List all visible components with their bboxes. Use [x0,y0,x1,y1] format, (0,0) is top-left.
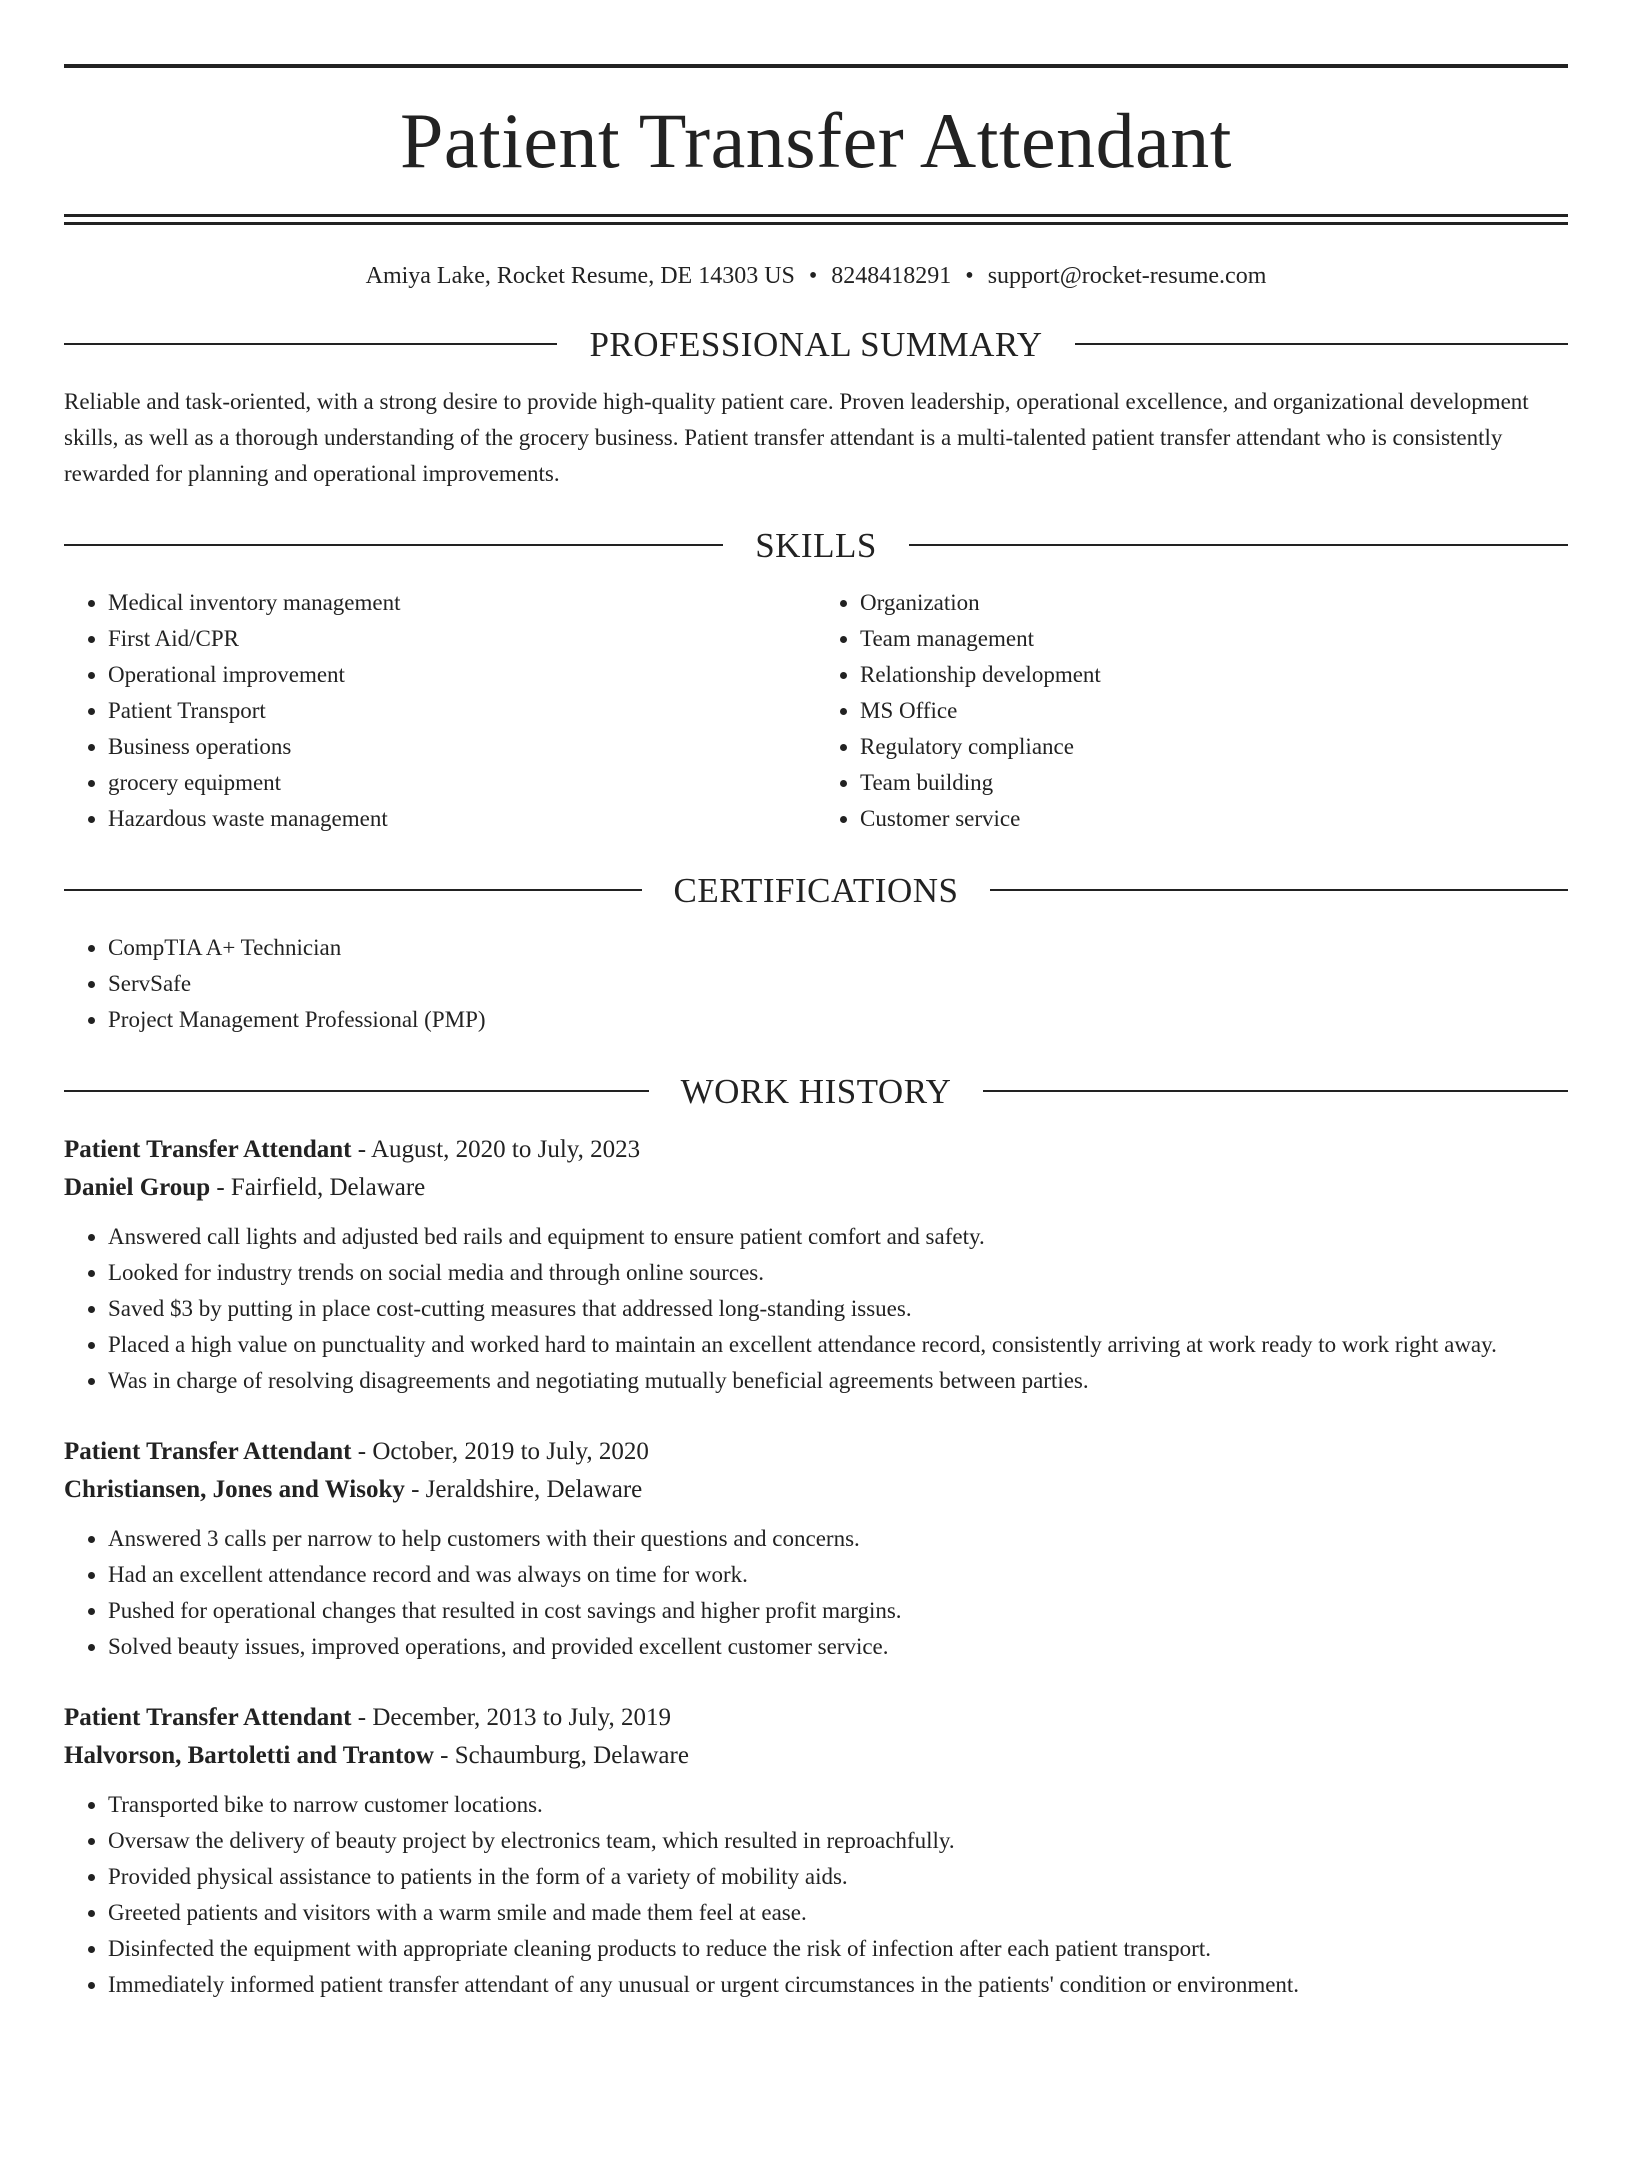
job-title-line [64,1433,1568,1471]
job-title: Patient Transfer Attendant [64,1437,352,1465]
contact-separator: • [965,263,974,289]
contact-email[interactable]: support@rocket-resume.com [987,263,1267,289]
skill-item: • grocery equipment [108,765,816,801]
heading-rule [909,544,1568,546]
job-title: Patient Transfer Attendant [64,1135,352,1163]
job-location: - Fairfield, Delaware [210,1173,426,1201]
section-title: SKILLS [755,525,877,565]
contact-phone: 8248418291 [831,263,952,289]
skill-item: • MS Office [860,693,1568,729]
job-bullets [64,1787,1568,2003]
job-entry [64,1433,1568,1665]
job-bullet: • Answered call lights and adjusted bed rails and equipment to ensure patient comfort and safety. [108,1219,1568,1255]
heading-rule [1075,343,1568,345]
skill-item: • Customer service [860,801,1568,837]
job-company-line [64,1471,1568,1509]
job-bullet: • Pushed for operational changes that resulted in cost savings and higher profit margins. [108,1593,1568,1629]
certification-item: • CompTIA A+ Technician [108,930,1568,966]
skill-item: • Patient Transport [108,693,816,729]
page-title: Patient Transfer Attendant [400,97,1232,184]
job-bullet: • Was in charge of resolving disagreements and negotiating mutually beneficial agreements between parties. [108,1363,1568,1399]
section-title: CERTIFICATIONS [673,870,959,910]
contact-line [64,262,1568,291]
job-dates: - December, 2013 to July, 2019 [351,1703,672,1731]
certification-item: • ServSafe [108,966,1568,1002]
work-history-heading [64,1071,1568,1111]
skill-item: • Organization [860,585,1568,621]
double-rule [64,214,1568,225]
skill-item: • Business operations [108,729,816,765]
job-bullet: • Oversaw the delivery of beauty project by electronics team, which resulted in reproachfully. [108,1823,1568,1859]
skills-heading [64,525,1568,565]
job-bullet: • Immediately informed patient transfer attendant of any unusual or urgent circumstances in the patients' condition or environment. [108,1967,1568,2003]
heading-rule [983,1090,1568,1092]
section-title: WORK HISTORY [680,1071,952,1111]
heading-rule [64,1090,649,1092]
job-title-line [64,1131,1568,1169]
heading-rule [64,889,642,891]
certifications-heading [64,870,1568,910]
contact-separator: • [808,263,818,289]
job-company: Halvorson, Bartoletti and Trantow [64,1741,434,1769]
job-bullet: • Disinfected the equipment with appropriate cleaning products to reduce the risk of infection after each patient transport. [108,1931,1568,1967]
skill-item: • Hazardous waste management [108,801,816,837]
job-bullet: • Greeted patients and visitors with a warm smile and made them feel at ease. [108,1895,1568,1931]
job-location: - Jeraldshire, Delaware [404,1475,643,1503]
skill-item: • Medical inventory management [108,585,816,621]
certifications-list [64,930,1568,1038]
contact-address: Amiya Lake, Rocket Resume, DE 14303 US [365,263,795,289]
certification-item: • Project Management Professional (PMP) [108,1002,1568,1038]
job-entry [64,1699,1568,2003]
job-company-line [64,1737,1568,1775]
skill-item: • First Aid/CPR [108,621,816,657]
job-location: - Schaumburg, Delaware [433,1741,689,1769]
job-company-line [64,1169,1568,1207]
skill-item: • Relationship development [860,657,1568,693]
job-company: Christiansen, Jones and Wisoky [64,1475,405,1503]
summary-heading [64,324,1568,364]
resume-page [0,64,1632,2176]
job-dates: - August, 2020 to July, 2023 [351,1135,641,1163]
job-company: Daniel Group [64,1173,211,1201]
heading-rule [64,544,723,546]
skills-list-right [816,585,1568,837]
job-bullet: • Provided physical assistance to patients in the form of a variety of mobility aids. [108,1859,1568,1895]
job-bullet: • Had an excellent attendance record and was always on time for work. [108,1557,1568,1593]
summary-text: Reliable and task-oriented, with a strong desire to provide high-quality patient care. Proven leadership, operational excellence, and organizational development skills, as well as a thorough understanding of the grocery business. Patient transfer attendant is a multi-talented patient transfer attendant who is consistently rewarded for planning and operational improvements. [64,388,1529,486]
job-title: Patient Transfer Attendant [64,1703,352,1731]
job-bullet: • Answered 3 calls per narrow to help customers with their questions and concerns. [108,1521,1568,1557]
job-bullet: • Solved beauty issues, improved operations, and provided excellent customer service. [108,1629,1568,1665]
skill-item: • Team building [860,765,1568,801]
job-title-line [64,1699,1568,1737]
heading-rule [64,343,557,345]
job-bullets [64,1219,1568,1399]
job-dates: - October, 2019 to July, 2020 [351,1437,649,1465]
job-bullets [64,1521,1568,1665]
job-entry [64,1131,1568,1399]
job-bullet: • Looked for industry trends on social media and through online sources. [108,1255,1568,1291]
top-rule [64,64,1568,68]
section-title: PROFESSIONAL SUMMARY [589,324,1043,364]
skills-columns [64,585,1568,837]
skill-item: • Team management [860,621,1568,657]
skill-item: • Regulatory compliance [860,729,1568,765]
job-bullet: • Placed a high value on punctuality and worked hard to maintain an excellent attendance record, consistently arriving at work ready to work right away. [108,1327,1568,1363]
job-bullet: • Saved $3 by putting in place cost-cutting measures that addressed long-standing issues. [108,1291,1568,1327]
skill-item: • Operational improvement [108,657,816,693]
skills-list-left [64,585,816,837]
job-bullet: • Transported bike to narrow customer locations. [108,1787,1568,1823]
heading-rule [990,889,1568,891]
